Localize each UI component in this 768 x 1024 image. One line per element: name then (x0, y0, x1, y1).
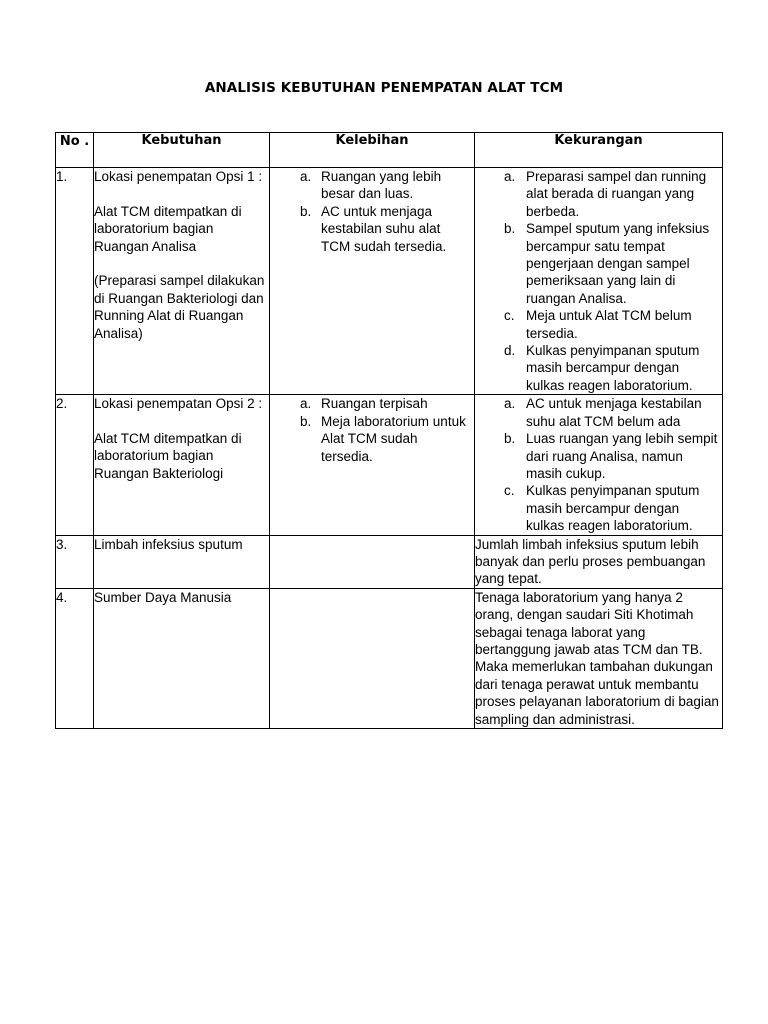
list-marker: a. (504, 169, 516, 184)
document-title: ANALISIS KEBUTUHAN PENEMPATAN ALAT TCM (204, 80, 564, 96)
need-line: Alat TCM ditempatkan di laboratorium bagian Ruangan Analisa (94, 203, 242, 254)
disadvantages-cell: Jumlah limbah infeksius sputum lebih banyak dan perlu proses pembuangan yang tepat. (475, 535, 723, 588)
list-item (270, 168, 474, 203)
needs-analysis-table (55, 132, 723, 729)
disadvantages-cell: Tenaga laboratorium yang hanya 2 orang, dengan saudari Siti Khotimah sebagai tenaga laborat yang bertanggung jawab atas TCM dan TB. Maka memerlukan tambahan dukungan dari tenaga perawat untuk membantu proses pelayanan laboratorium di bagian sampling dan administrasi. (475, 588, 723, 728)
need-line: Lokasi penempatan Opsi 2 : (94, 396, 263, 412)
list-marker: b. (300, 203, 312, 219)
list-item (270, 203, 474, 255)
list-item (475, 395, 722, 430)
disadvantages-list (475, 168, 722, 394)
list-item-text: Meja laboratorium untuk Alat TCM sudah tersedia. (321, 413, 466, 464)
table-row (56, 588, 723, 728)
list-item-text: Preparasi sampel dan running alat berada di ruangan yang berbeda. (526, 169, 707, 219)
row-number: 4. (56, 588, 94, 728)
table-row (56, 395, 723, 535)
row-number: 1. (56, 168, 94, 395)
row-number: 2. (56, 395, 94, 535)
list-item-text: Sampel sputum yang infeksius bercampur satu tempat pengerjaan dengan sampel pemeriksaan yang lain di ruangan Analisa. (526, 221, 710, 306)
advantages-cell (270, 395, 475, 535)
list-item-text: Meja untuk Alat TCM belum tersedia. (526, 308, 692, 341)
need-cell (94, 168, 270, 395)
list-marker: c. (504, 483, 515, 499)
list-item-text: Ruangan yang lebih besar dan luas. (321, 169, 442, 202)
list-item-text: AC untuk menjaga kestabilan suhu alat TCM sudah tersedia. (321, 203, 447, 254)
need-line: Lokasi penempatan Opsi 1 : (94, 169, 263, 184)
table-row (56, 535, 723, 588)
header-kelebihan: Kelebihan (270, 133, 475, 168)
row-number: 3. (56, 535, 94, 588)
list-marker: d. (504, 343, 516, 359)
list-item (475, 168, 722, 220)
disadvantages-cell (475, 168, 723, 395)
advantages-cell (270, 535, 475, 588)
advantages-cell (270, 588, 475, 728)
advantages-list (270, 395, 474, 465)
header-no: No . (56, 133, 94, 168)
disadvantages-cell (475, 395, 723, 535)
advantages-list (270, 168, 474, 255)
list-item (475, 307, 722, 342)
list-item (475, 342, 722, 394)
table-row (56, 168, 723, 395)
list-item (270, 413, 474, 465)
header-kekurangan: Kekurangan (475, 133, 723, 168)
list-marker: b. (504, 221, 516, 237)
list-item-text: Luas ruangan yang lebih sempit dari ruang Analisa, namun masih cukup. (526, 431, 718, 481)
list-item (475, 482, 722, 534)
need-line: (Preparasi sampel dilakukan di Ruangan Bakteriologi dan Running Alat di Ruangan Analisa) (94, 273, 265, 341)
list-item (475, 220, 722, 307)
need-cell: Sumber Daya Manusia (94, 588, 270, 728)
need-line: Alat TCM ditempatkan di laboratorium bagian Ruangan Bakteriologi (94, 431, 242, 481)
list-item-text: AC untuk menjaga kestabilan suhu alat TCM belum ada (526, 396, 702, 429)
need-cell: Limbah infeksius sputum (94, 535, 270, 588)
list-marker: a. (300, 169, 312, 184)
list-marker: b. (300, 413, 312, 429)
list-marker: c. (504, 308, 515, 324)
list-item-text: Kulkas penyimpanan sputum masih bercampur dengan kulkas reagen laboratorium. (526, 483, 700, 534)
list-item-text: Ruangan terpisah (321, 396, 428, 412)
list-marker: a. (300, 396, 312, 412)
advantages-cell (270, 168, 475, 395)
disadvantages-list (475, 395, 722, 534)
header-kebutuhan: Kebutuhan (94, 133, 270, 168)
list-item-text: Kulkas penyimpanan sputum masih bercampur dengan kulkas reagen laboratorium. (526, 343, 700, 393)
list-marker: b. (504, 431, 516, 447)
need-cell (94, 395, 270, 535)
table-header-row (56, 133, 723, 168)
list-item (475, 430, 722, 482)
list-item (270, 395, 474, 412)
list-marker: a. (504, 396, 516, 412)
